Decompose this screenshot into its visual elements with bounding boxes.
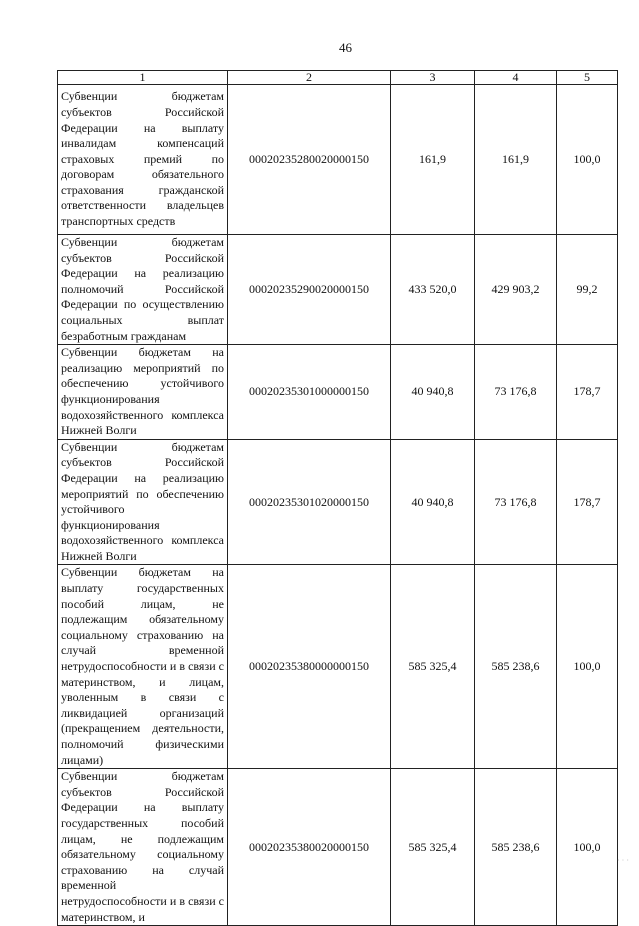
row-value-5: 99,2 <box>557 235 618 345</box>
row-value-5: 178,7 <box>557 439 618 565</box>
row-value-5: 100,0 <box>557 85 618 235</box>
row-value-5: 100,0 <box>557 769 618 926</box>
column-header-1: 1 <box>58 71 228 85</box>
row-value-4: 429 903,2 <box>475 235 557 345</box>
row-code: 00020235380020000150 <box>228 769 391 926</box>
table-header-row <box>58 71 618 85</box>
row-name: Субвенции бюджетам субъектов Российской Федерации на выплату государственных пособий лицам, не подлежащим обязательному социальному страхованию на случай временной нетрудоспособности и в связи с материнством, и <box>58 769 228 926</box>
row-code: 00020235301000000150 <box>228 345 391 440</box>
row-code: 00020235380000000150 <box>228 565 391 769</box>
row-value-5: 100,0 <box>557 565 618 769</box>
table-row <box>58 769 618 926</box>
row-value-3: 161,9 <box>391 85 475 235</box>
table-row <box>58 439 618 565</box>
row-value-3: 585 325,4 <box>391 769 475 926</box>
table-row <box>58 235 618 345</box>
row-value-4: 161,9 <box>475 85 557 235</box>
row-value-5: 178,7 <box>557 345 618 440</box>
row-value-4: 585 238,6 <box>475 769 557 926</box>
budget-table <box>57 70 618 926</box>
row-code: 00020235280020000150 <box>228 85 391 235</box>
row-name: Субвенции бюджетам субъектов Российской Федерации на реализацию мероприятий по обеспечению устойчивого функционирования водохозяйственного комплекса Нижней Волги <box>58 439 228 565</box>
row-value-4: 73 176,8 <box>475 439 557 565</box>
row-value-4: 585 238,6 <box>475 565 557 769</box>
page-number: 46 <box>339 40 352 55</box>
row-name: Субвенции бюджетам на реализацию мероприятий по обеспечению устойчивого функционирования водохозяйственного комплекса Нижней Волги <box>58 345 228 440</box>
column-header-5: 5 <box>557 71 618 85</box>
scan-artifact: · · · <box>617 856 629 865</box>
column-header-3: 3 <box>391 71 475 85</box>
row-code: 00020235301020000150 <box>228 439 391 565</box>
table-row <box>58 345 618 440</box>
row-name: Субвенции бюджетам субъектов Российской Федерации на выплату инвалидам компенсаций страховых премий по договорам обязательного страхования гражданской ответственности владельцев транспортных средств <box>58 85 228 235</box>
row-name: Субвенции бюджетам субъектов Российской Федерации на реализацию полномочий Российской Федерации по осуществлению социальных выплат безработным гражданам <box>58 235 228 345</box>
row-value-3: 433 520,0 <box>391 235 475 345</box>
row-name: Субвенции бюджетам на выплату государственных пособий лицам, не подлежащим обязательному социальному страхованию на случай временной нетрудоспособности и в связи с материнством, и лицам, уволенным в связи с ликвидацией организаций (прекращением деятельности, полномочий физическими лицами) <box>58 565 228 769</box>
row-code: 00020235290020000150 <box>228 235 391 345</box>
row-value-3: 40 940,8 <box>391 439 475 565</box>
table-row <box>58 565 618 769</box>
row-value-3: 585 325,4 <box>391 565 475 769</box>
column-header-2: 2 <box>228 71 391 85</box>
table-row <box>58 85 618 235</box>
column-header-4: 4 <box>475 71 557 85</box>
row-value-4: 73 176,8 <box>475 345 557 440</box>
row-value-3: 40 940,8 <box>391 345 475 440</box>
